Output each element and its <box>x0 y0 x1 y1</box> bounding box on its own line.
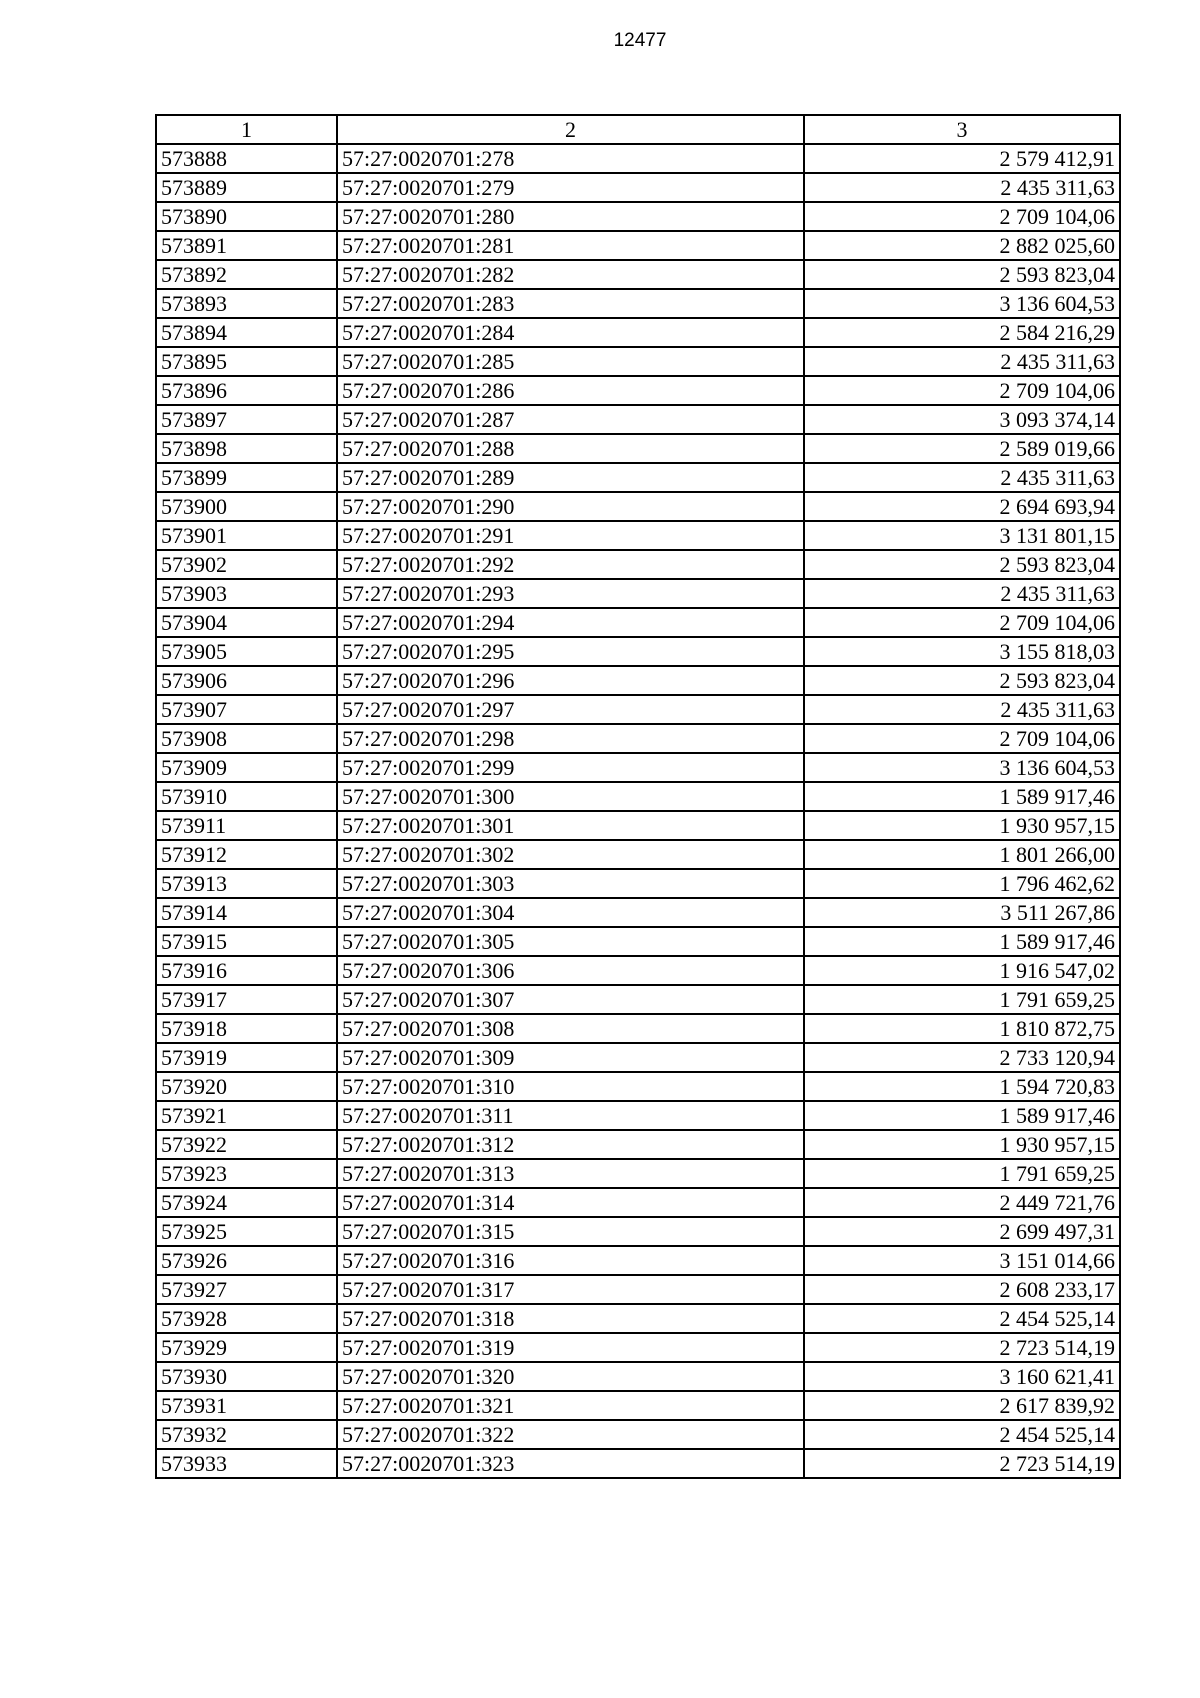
cadastral-number-cell: 57:27:0020701:301 <box>337 811 804 840</box>
row-number-cell: 573903 <box>156 579 337 608</box>
table-row <box>156 1014 1120 1043</box>
table-row <box>156 898 1120 927</box>
row-number-cell: 573929 <box>156 1333 337 1362</box>
row-number-cell: 573906 <box>156 666 337 695</box>
row-number-cell: 573888 <box>156 144 337 173</box>
row-number-cell: 573920 <box>156 1072 337 1101</box>
row-number-cell: 573896 <box>156 376 337 405</box>
row-number-cell: 573909 <box>156 753 337 782</box>
value-cell: 1 916 547,02 <box>804 956 1120 985</box>
table-row <box>156 608 1120 637</box>
cadastral-number-cell: 57:27:0020701:311 <box>337 1101 804 1130</box>
cadastral-number-cell: 57:27:0020701:293 <box>337 579 804 608</box>
cadastral-number-cell: 57:27:0020701:281 <box>337 231 804 260</box>
table-row <box>156 1101 1120 1130</box>
cadastral-number-cell: 57:27:0020701:287 <box>337 405 804 434</box>
value-cell: 1 589 917,46 <box>804 927 1120 956</box>
row-number-cell: 573898 <box>156 434 337 463</box>
value-cell: 3 155 818,03 <box>804 637 1120 666</box>
value-cell: 2 709 104,06 <box>804 376 1120 405</box>
table-row <box>156 492 1120 521</box>
row-number-cell: 573895 <box>156 347 337 376</box>
row-number-cell: 573933 <box>156 1449 337 1478</box>
cadastral-number-cell: 57:27:0020701:292 <box>337 550 804 579</box>
row-number-cell: 573899 <box>156 463 337 492</box>
table-row <box>156 1072 1120 1101</box>
row-number-cell: 573923 <box>156 1159 337 1188</box>
row-number-cell: 573902 <box>156 550 337 579</box>
cadastral-number-cell: 57:27:0020701:290 <box>337 492 804 521</box>
table-row <box>156 231 1120 260</box>
cadastral-number-cell: 57:27:0020701:300 <box>337 782 804 811</box>
value-cell: 1 810 872,75 <box>804 1014 1120 1043</box>
value-cell: 2 733 120,94 <box>804 1043 1120 1072</box>
cadastral-number-cell: 57:27:0020701:303 <box>337 869 804 898</box>
row-number-cell: 573889 <box>156 173 337 202</box>
row-number-cell: 573908 <box>156 724 337 753</box>
cadastral-number-cell: 57:27:0020701:285 <box>337 347 804 376</box>
table-body <box>156 144 1120 1478</box>
table-row <box>156 840 1120 869</box>
value-cell: 2 723 514,19 <box>804 1449 1120 1478</box>
row-number-cell: 573915 <box>156 927 337 956</box>
row-number-cell: 573891 <box>156 231 337 260</box>
value-cell: 1 791 659,25 <box>804 985 1120 1014</box>
table-row <box>156 724 1120 753</box>
row-number-cell: 573914 <box>156 898 337 927</box>
value-cell: 3 136 604,53 <box>804 289 1120 318</box>
cadastral-number-cell: 57:27:0020701:312 <box>337 1130 804 1159</box>
cadastral-number-cell: 57:27:0020701:291 <box>337 521 804 550</box>
table-row <box>156 1246 1120 1275</box>
table-row <box>156 695 1120 724</box>
row-number-cell: 573894 <box>156 318 337 347</box>
value-cell: 2 435 311,63 <box>804 579 1120 608</box>
table-row <box>156 811 1120 840</box>
cadastral-number-cell: 57:27:0020701:322 <box>337 1420 804 1449</box>
value-cell: 2 709 104,06 <box>804 608 1120 637</box>
value-cell: 2 593 823,04 <box>804 666 1120 695</box>
cadastral-number-cell: 57:27:0020701:320 <box>337 1362 804 1391</box>
row-number-cell: 573912 <box>156 840 337 869</box>
page-number: 12477 <box>613 30 667 51</box>
table-row <box>156 1420 1120 1449</box>
row-number-cell: 573926 <box>156 1246 337 1275</box>
table-row <box>156 289 1120 318</box>
cadastral-number-cell: 57:27:0020701:282 <box>337 260 804 289</box>
value-cell: 3 093 374,14 <box>804 405 1120 434</box>
table-row <box>156 318 1120 347</box>
value-cell: 1 589 917,46 <box>804 782 1120 811</box>
cadastral-number-cell: 57:27:0020701:289 <box>337 463 804 492</box>
cadastral-number-cell: 57:27:0020701:321 <box>337 1391 804 1420</box>
cadastral-number-cell: 57:27:0020701:315 <box>337 1217 804 1246</box>
table-row <box>156 1362 1120 1391</box>
cadastral-number-cell: 57:27:0020701:307 <box>337 985 804 1014</box>
table-row <box>156 1333 1120 1362</box>
row-number-cell: 573892 <box>156 260 337 289</box>
row-number-cell: 573921 <box>156 1101 337 1130</box>
table-row <box>156 1188 1120 1217</box>
value-cell: 2 723 514,19 <box>804 1333 1120 1362</box>
row-number-cell: 573897 <box>156 405 337 434</box>
cadastral-number-cell: 57:27:0020701:314 <box>337 1188 804 1217</box>
table-row <box>156 985 1120 1014</box>
value-cell: 2 617 839,92 <box>804 1391 1120 1420</box>
table-row <box>156 782 1120 811</box>
cadastral-number-cell: 57:27:0020701:296 <box>337 666 804 695</box>
row-number-cell: 573911 <box>156 811 337 840</box>
value-cell: 3 131 801,15 <box>804 521 1120 550</box>
value-cell: 2 584 216,29 <box>804 318 1120 347</box>
value-cell: 2 608 233,17 <box>804 1275 1120 1304</box>
table-row <box>156 1449 1120 1478</box>
cadastral-number-cell: 57:27:0020701:295 <box>337 637 804 666</box>
cadastral-number-cell: 57:27:0020701:297 <box>337 695 804 724</box>
row-number-cell: 573918 <box>156 1014 337 1043</box>
value-cell: 1 801 266,00 <box>804 840 1120 869</box>
cadastral-number-cell: 57:27:0020701:310 <box>337 1072 804 1101</box>
value-cell: 1 589 917,46 <box>804 1101 1120 1130</box>
table-row <box>156 1391 1120 1420</box>
cadastral-number-cell: 57:27:0020701:280 <box>337 202 804 231</box>
table-row <box>156 202 1120 231</box>
value-cell: 2 435 311,63 <box>804 347 1120 376</box>
table-row <box>156 405 1120 434</box>
cadastral-number-cell: 57:27:0020701:316 <box>337 1246 804 1275</box>
row-number-cell: 573924 <box>156 1188 337 1217</box>
value-cell: 3 160 621,41 <box>804 1362 1120 1391</box>
header-cell-1: 1 <box>156 115 337 144</box>
table-row <box>156 434 1120 463</box>
value-cell: 2 694 693,94 <box>804 492 1120 521</box>
cadastral-number-cell: 57:27:0020701:279 <box>337 173 804 202</box>
table-row <box>156 869 1120 898</box>
value-cell: 3 151 014,66 <box>804 1246 1120 1275</box>
value-cell: 2 589 019,66 <box>804 434 1120 463</box>
header-cell-3: 3 <box>804 115 1120 144</box>
value-cell: 1 930 957,15 <box>804 811 1120 840</box>
table-row <box>156 521 1120 550</box>
row-number-cell: 573907 <box>156 695 337 724</box>
table-row <box>156 956 1120 985</box>
cadastral-number-cell: 57:27:0020701:305 <box>337 927 804 956</box>
row-number-cell: 573930 <box>156 1362 337 1391</box>
table-row <box>156 144 1120 173</box>
value-cell: 1 930 957,15 <box>804 1130 1120 1159</box>
table-row <box>156 1217 1120 1246</box>
table-row <box>156 347 1120 376</box>
value-cell: 2 435 311,63 <box>804 173 1120 202</box>
header-row <box>156 115 1120 144</box>
table-row <box>156 463 1120 492</box>
registry-table <box>155 114 1121 1479</box>
row-number-cell: 573901 <box>156 521 337 550</box>
row-number-cell: 573890 <box>156 202 337 231</box>
cadastral-number-cell: 57:27:0020701:318 <box>337 1304 804 1333</box>
header-cell-2: 2 <box>337 115 804 144</box>
table-row <box>156 927 1120 956</box>
table-row <box>156 753 1120 782</box>
table-row <box>156 1043 1120 1072</box>
table-row <box>156 173 1120 202</box>
cadastral-number-cell: 57:27:0020701:302 <box>337 840 804 869</box>
value-cell: 2 579 412,91 <box>804 144 1120 173</box>
value-cell: 2 454 525,14 <box>804 1304 1120 1333</box>
row-number-cell: 573913 <box>156 869 337 898</box>
value-cell: 2 593 823,04 <box>804 260 1120 289</box>
row-number-cell: 573904 <box>156 608 337 637</box>
value-cell: 2 454 525,14 <box>804 1420 1120 1449</box>
cadastral-number-cell: 57:27:0020701:319 <box>337 1333 804 1362</box>
row-number-cell: 573900 <box>156 492 337 521</box>
value-cell: 2 709 104,06 <box>804 724 1120 753</box>
cadastral-number-cell: 57:27:0020701:313 <box>337 1159 804 1188</box>
table-row <box>156 1159 1120 1188</box>
value-cell: 1 594 720,83 <box>804 1072 1120 1101</box>
cadastral-number-cell: 57:27:0020701:317 <box>337 1275 804 1304</box>
table-header <box>156 115 1120 144</box>
value-cell: 2 709 104,06 <box>804 202 1120 231</box>
value-cell: 2 699 497,31 <box>804 1217 1120 1246</box>
value-cell: 2 435 311,63 <box>804 463 1120 492</box>
cadastral-number-cell: 57:27:0020701:286 <box>337 376 804 405</box>
table-row <box>156 376 1120 405</box>
row-number-cell: 573916 <box>156 956 337 985</box>
row-number-cell: 573931 <box>156 1391 337 1420</box>
value-cell: 3 136 604,53 <box>804 753 1120 782</box>
cadastral-number-cell: 57:27:0020701:298 <box>337 724 804 753</box>
cadastral-number-cell: 57:27:0020701:283 <box>337 289 804 318</box>
table-row <box>156 1275 1120 1304</box>
row-number-cell: 573928 <box>156 1304 337 1333</box>
cadastral-number-cell: 57:27:0020701:278 <box>337 144 804 173</box>
value-cell: 1 791 659,25 <box>804 1159 1120 1188</box>
value-cell: 1 796 462,62 <box>804 869 1120 898</box>
cadastral-number-cell: 57:27:0020701:308 <box>337 1014 804 1043</box>
row-number-cell: 573917 <box>156 985 337 1014</box>
table-row <box>156 260 1120 289</box>
row-number-cell: 573910 <box>156 782 337 811</box>
value-cell: 2 882 025,60 <box>804 231 1120 260</box>
row-number-cell: 573905 <box>156 637 337 666</box>
row-number-cell: 573893 <box>156 289 337 318</box>
row-number-cell: 573932 <box>156 1420 337 1449</box>
table-row <box>156 1304 1120 1333</box>
value-cell: 3 511 267,86 <box>804 898 1120 927</box>
cadastral-number-cell: 57:27:0020701:309 <box>337 1043 804 1072</box>
table-row <box>156 666 1120 695</box>
table-row <box>156 1130 1120 1159</box>
cadastral-number-cell: 57:27:0020701:323 <box>337 1449 804 1478</box>
value-cell: 2 449 721,76 <box>804 1188 1120 1217</box>
table-row <box>156 579 1120 608</box>
value-cell: 2 593 823,04 <box>804 550 1120 579</box>
row-number-cell: 573922 <box>156 1130 337 1159</box>
table-row <box>156 550 1120 579</box>
row-number-cell: 573927 <box>156 1275 337 1304</box>
cadastral-number-cell: 57:27:0020701:299 <box>337 753 804 782</box>
value-cell: 2 435 311,63 <box>804 695 1120 724</box>
cadastral-number-cell: 57:27:0020701:294 <box>337 608 804 637</box>
cadastral-number-cell: 57:27:0020701:304 <box>337 898 804 927</box>
row-number-cell: 573919 <box>156 1043 337 1072</box>
cadastral-number-cell: 57:27:0020701:306 <box>337 956 804 985</box>
cadastral-number-cell: 57:27:0020701:284 <box>337 318 804 347</box>
row-number-cell: 573925 <box>156 1217 337 1246</box>
table-row <box>156 637 1120 666</box>
cadastral-number-cell: 57:27:0020701:288 <box>337 434 804 463</box>
